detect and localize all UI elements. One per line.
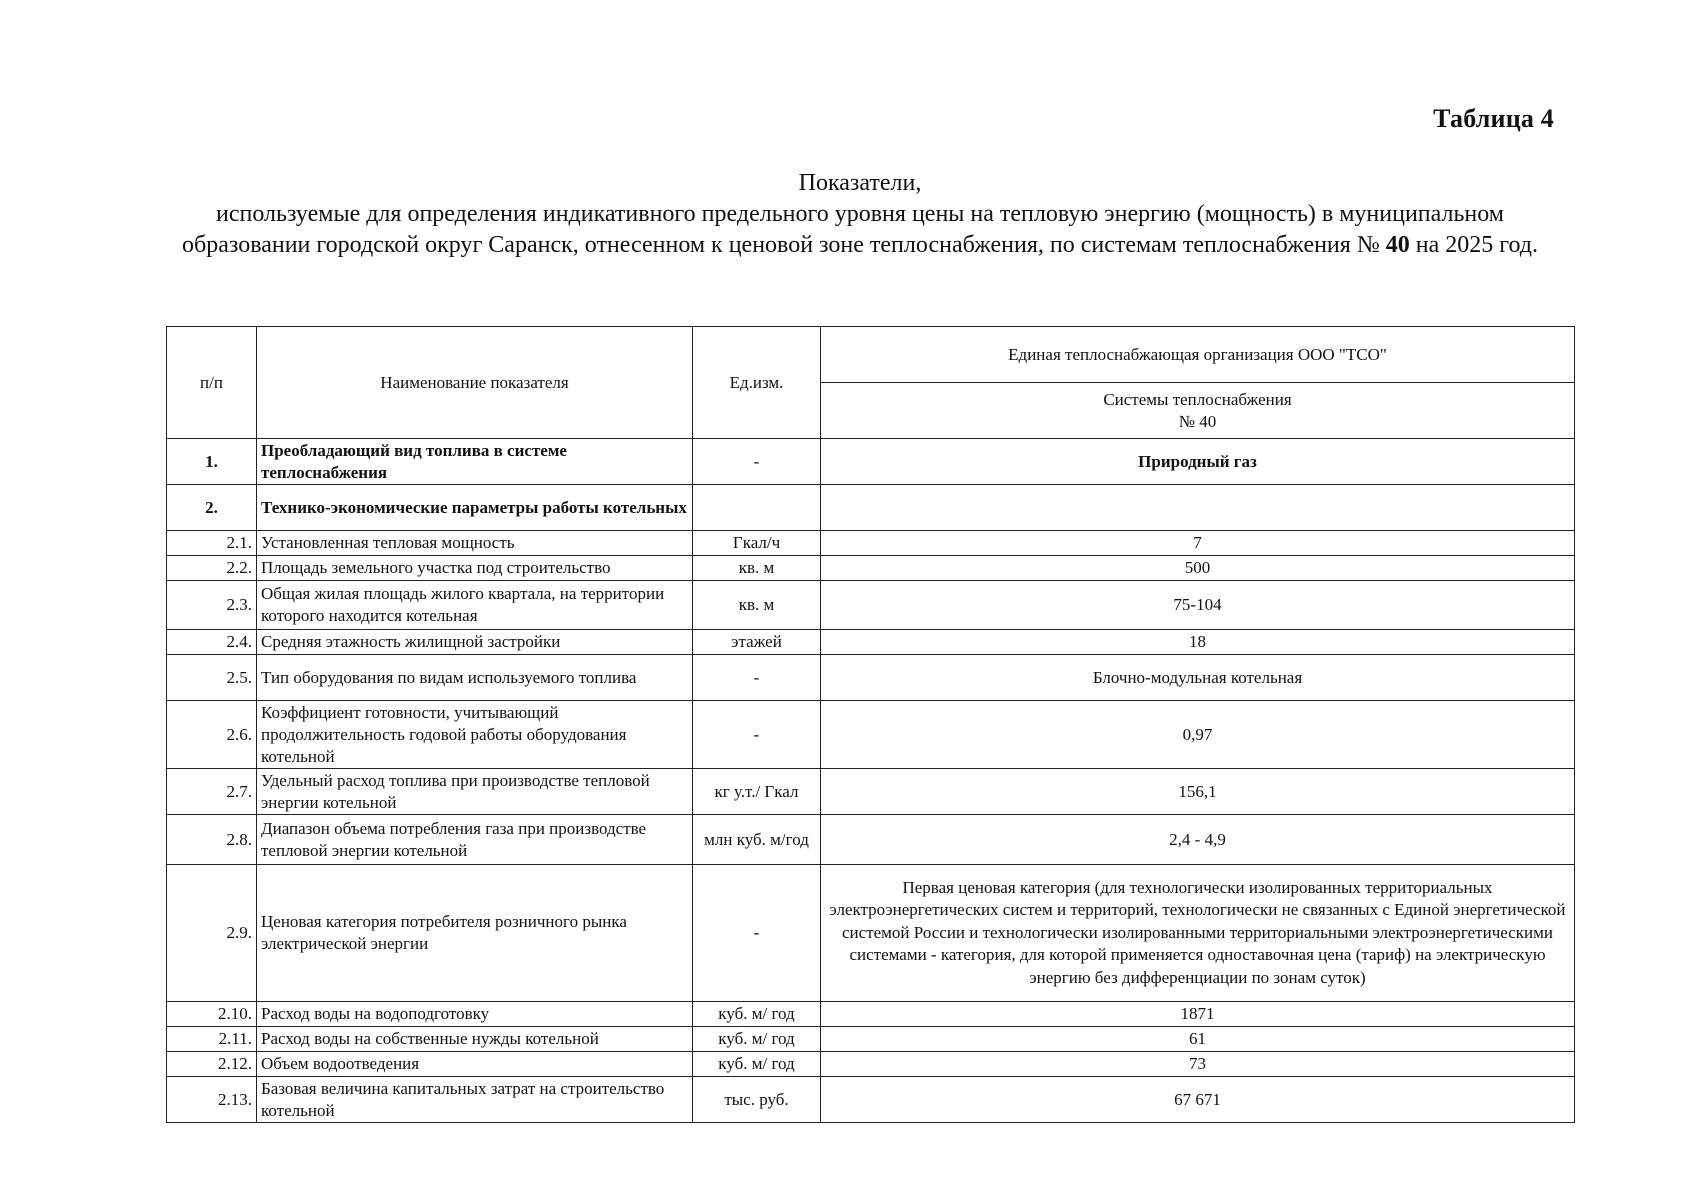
row-num: 2.1. (167, 531, 257, 556)
row-num: 1. (167, 439, 257, 485)
table-row (167, 865, 1575, 1002)
row-value: 75-104 (821, 581, 1575, 630)
document-title (180, 168, 1540, 261)
header-row-1 (167, 327, 1575, 383)
row-value: Блочно-модульная котельная (821, 655, 1575, 701)
row-unit: кг у.т./ Гкал (693, 769, 821, 815)
row-num: 2.12. (167, 1052, 257, 1077)
row-value: 18 (821, 630, 1575, 655)
table-row (167, 581, 1575, 630)
table-header (167, 327, 1575, 439)
row-num: 2.10. (167, 1002, 257, 1027)
row-num: 2. (167, 485, 257, 531)
table-row (167, 1002, 1575, 1027)
row-num: 2.6. (167, 701, 257, 769)
table-row (167, 769, 1575, 815)
row-unit: куб. м/ год (693, 1027, 821, 1052)
table-body (167, 439, 1575, 1123)
row-unit: кв. м (693, 556, 821, 581)
table-number-label: Таблица 4 (1433, 104, 1554, 133)
row-unit: куб. м/ год (693, 1052, 821, 1077)
table-row (167, 531, 1575, 556)
row-value: 2,4 - 4,9 (821, 815, 1575, 865)
row-name: Средняя этажность жилищной застройки (257, 630, 693, 655)
row-unit: тыс. руб. (693, 1077, 821, 1123)
row-num: 2.8. (167, 815, 257, 865)
header-system-line-2: № 40 (1178, 411, 1217, 431)
row-num: 2.4. (167, 630, 257, 655)
title-system-number: 40 (1385, 232, 1410, 258)
row-name: Удельный расход топлива при производстве тепловой энергии котельной (257, 769, 693, 815)
row-name: Площадь земельного участка под строительство (257, 556, 693, 581)
header-unit: Ед.изм. (693, 327, 821, 439)
row-name: Коэффициент готовности, учитывающий продолжительность годовой работы оборудования котельной (257, 701, 693, 769)
row-unit: Гкал/ч (693, 531, 821, 556)
indicators-table (166, 326, 1575, 1123)
row-unit (693, 485, 821, 531)
row-num: 2.7. (167, 769, 257, 815)
row-unit: - (693, 439, 821, 485)
row-name: Установленная тепловая мощность (257, 531, 693, 556)
title-line-2-prefix: используемые для определения индикативного предельного уровня цены на тепловую энергию (мощность) в муниципальном образовании городской округ Саранск, отнесенном к ценовой зоне теплоснабжения, по системам теплоснабжения № (182, 201, 1504, 258)
table-row (167, 1077, 1575, 1123)
table-row (167, 1052, 1575, 1077)
row-unit: млн куб. м/год (693, 815, 821, 865)
row-num: 2.2. (167, 556, 257, 581)
title-line-1: Показатели, (798, 170, 922, 196)
row-num: 2.5. (167, 655, 257, 701)
row-value: 7 (821, 531, 1575, 556)
row-unit: - (693, 701, 821, 769)
row-value: 1871 (821, 1002, 1575, 1027)
header-system (821, 383, 1575, 439)
header-system-line-1: Системы теплоснабжения (1103, 389, 1292, 409)
row-unit: - (693, 865, 821, 1002)
row-name: Преобладающий вид топлива в системе теплоснабжения (257, 439, 693, 485)
title-line-2-suffix: на 2025 год. (1409, 232, 1538, 258)
row-name: Объем водоотведения (257, 1052, 693, 1077)
table-row (167, 630, 1575, 655)
row-num: 2.3. (167, 581, 257, 630)
row-name: Базовая величина капитальных затрат на строительство котельной (257, 1077, 693, 1123)
row-value: 0,97 (821, 701, 1575, 769)
row-value: 156,1 (821, 769, 1575, 815)
table-row (167, 701, 1575, 769)
row-name: Технико-экономические параметры работы котельных (257, 485, 693, 531)
table-row (167, 815, 1575, 865)
row-num: 2.11. (167, 1027, 257, 1052)
row-value (821, 485, 1575, 531)
table-row (167, 1027, 1575, 1052)
row-name: Общая жилая площадь жилого квартала, на территории которого находится котельная (257, 581, 693, 630)
row-name: Ценовая категория потребителя розничного рынка электрической энергии (257, 865, 693, 1002)
row-unit: этажей (693, 630, 821, 655)
row-name: Расход воды на водоподготовку (257, 1002, 693, 1027)
row-name: Расход воды на собственные нужды котельной (257, 1027, 693, 1052)
row-value: Первая ценовая категория (для технологически изолированных территориальных электроэнергетических систем и территорий, технологически не связанных с Единой энергетической системой России и технологически изолированными территориальными электроэнергетическими системами - категория, для которой применяется одноставочная цена (тариф) на электрическую энергию без дифференциации по зонам суток) (821, 865, 1575, 1002)
row-value: 61 (821, 1027, 1575, 1052)
row-unit: куб. м/ год (693, 1002, 821, 1027)
table-row (167, 439, 1575, 485)
row-name: Диапазон объема потребления газа при производстве тепловой энергии котельной (257, 815, 693, 865)
header-name: Наименование показателя (257, 327, 693, 439)
row-value: 67 671 (821, 1077, 1575, 1123)
row-value: 73 (821, 1052, 1575, 1077)
title-line-2 (180, 199, 1540, 261)
row-value: 500 (821, 556, 1575, 581)
row-value: Природный газ (821, 439, 1575, 485)
row-name: Тип оборудования по видам используемого топлива (257, 655, 693, 701)
table-row (167, 485, 1575, 531)
header-organization: Единая теплоснабжающая организация ООО "ТСО" (821, 327, 1575, 383)
row-num: 2.13. (167, 1077, 257, 1123)
header-num: п/п (167, 327, 257, 439)
table-row (167, 556, 1575, 581)
row-unit: кв. м (693, 581, 821, 630)
row-unit: - (693, 655, 821, 701)
row-num: 2.9. (167, 865, 257, 1002)
table-row (167, 655, 1575, 701)
